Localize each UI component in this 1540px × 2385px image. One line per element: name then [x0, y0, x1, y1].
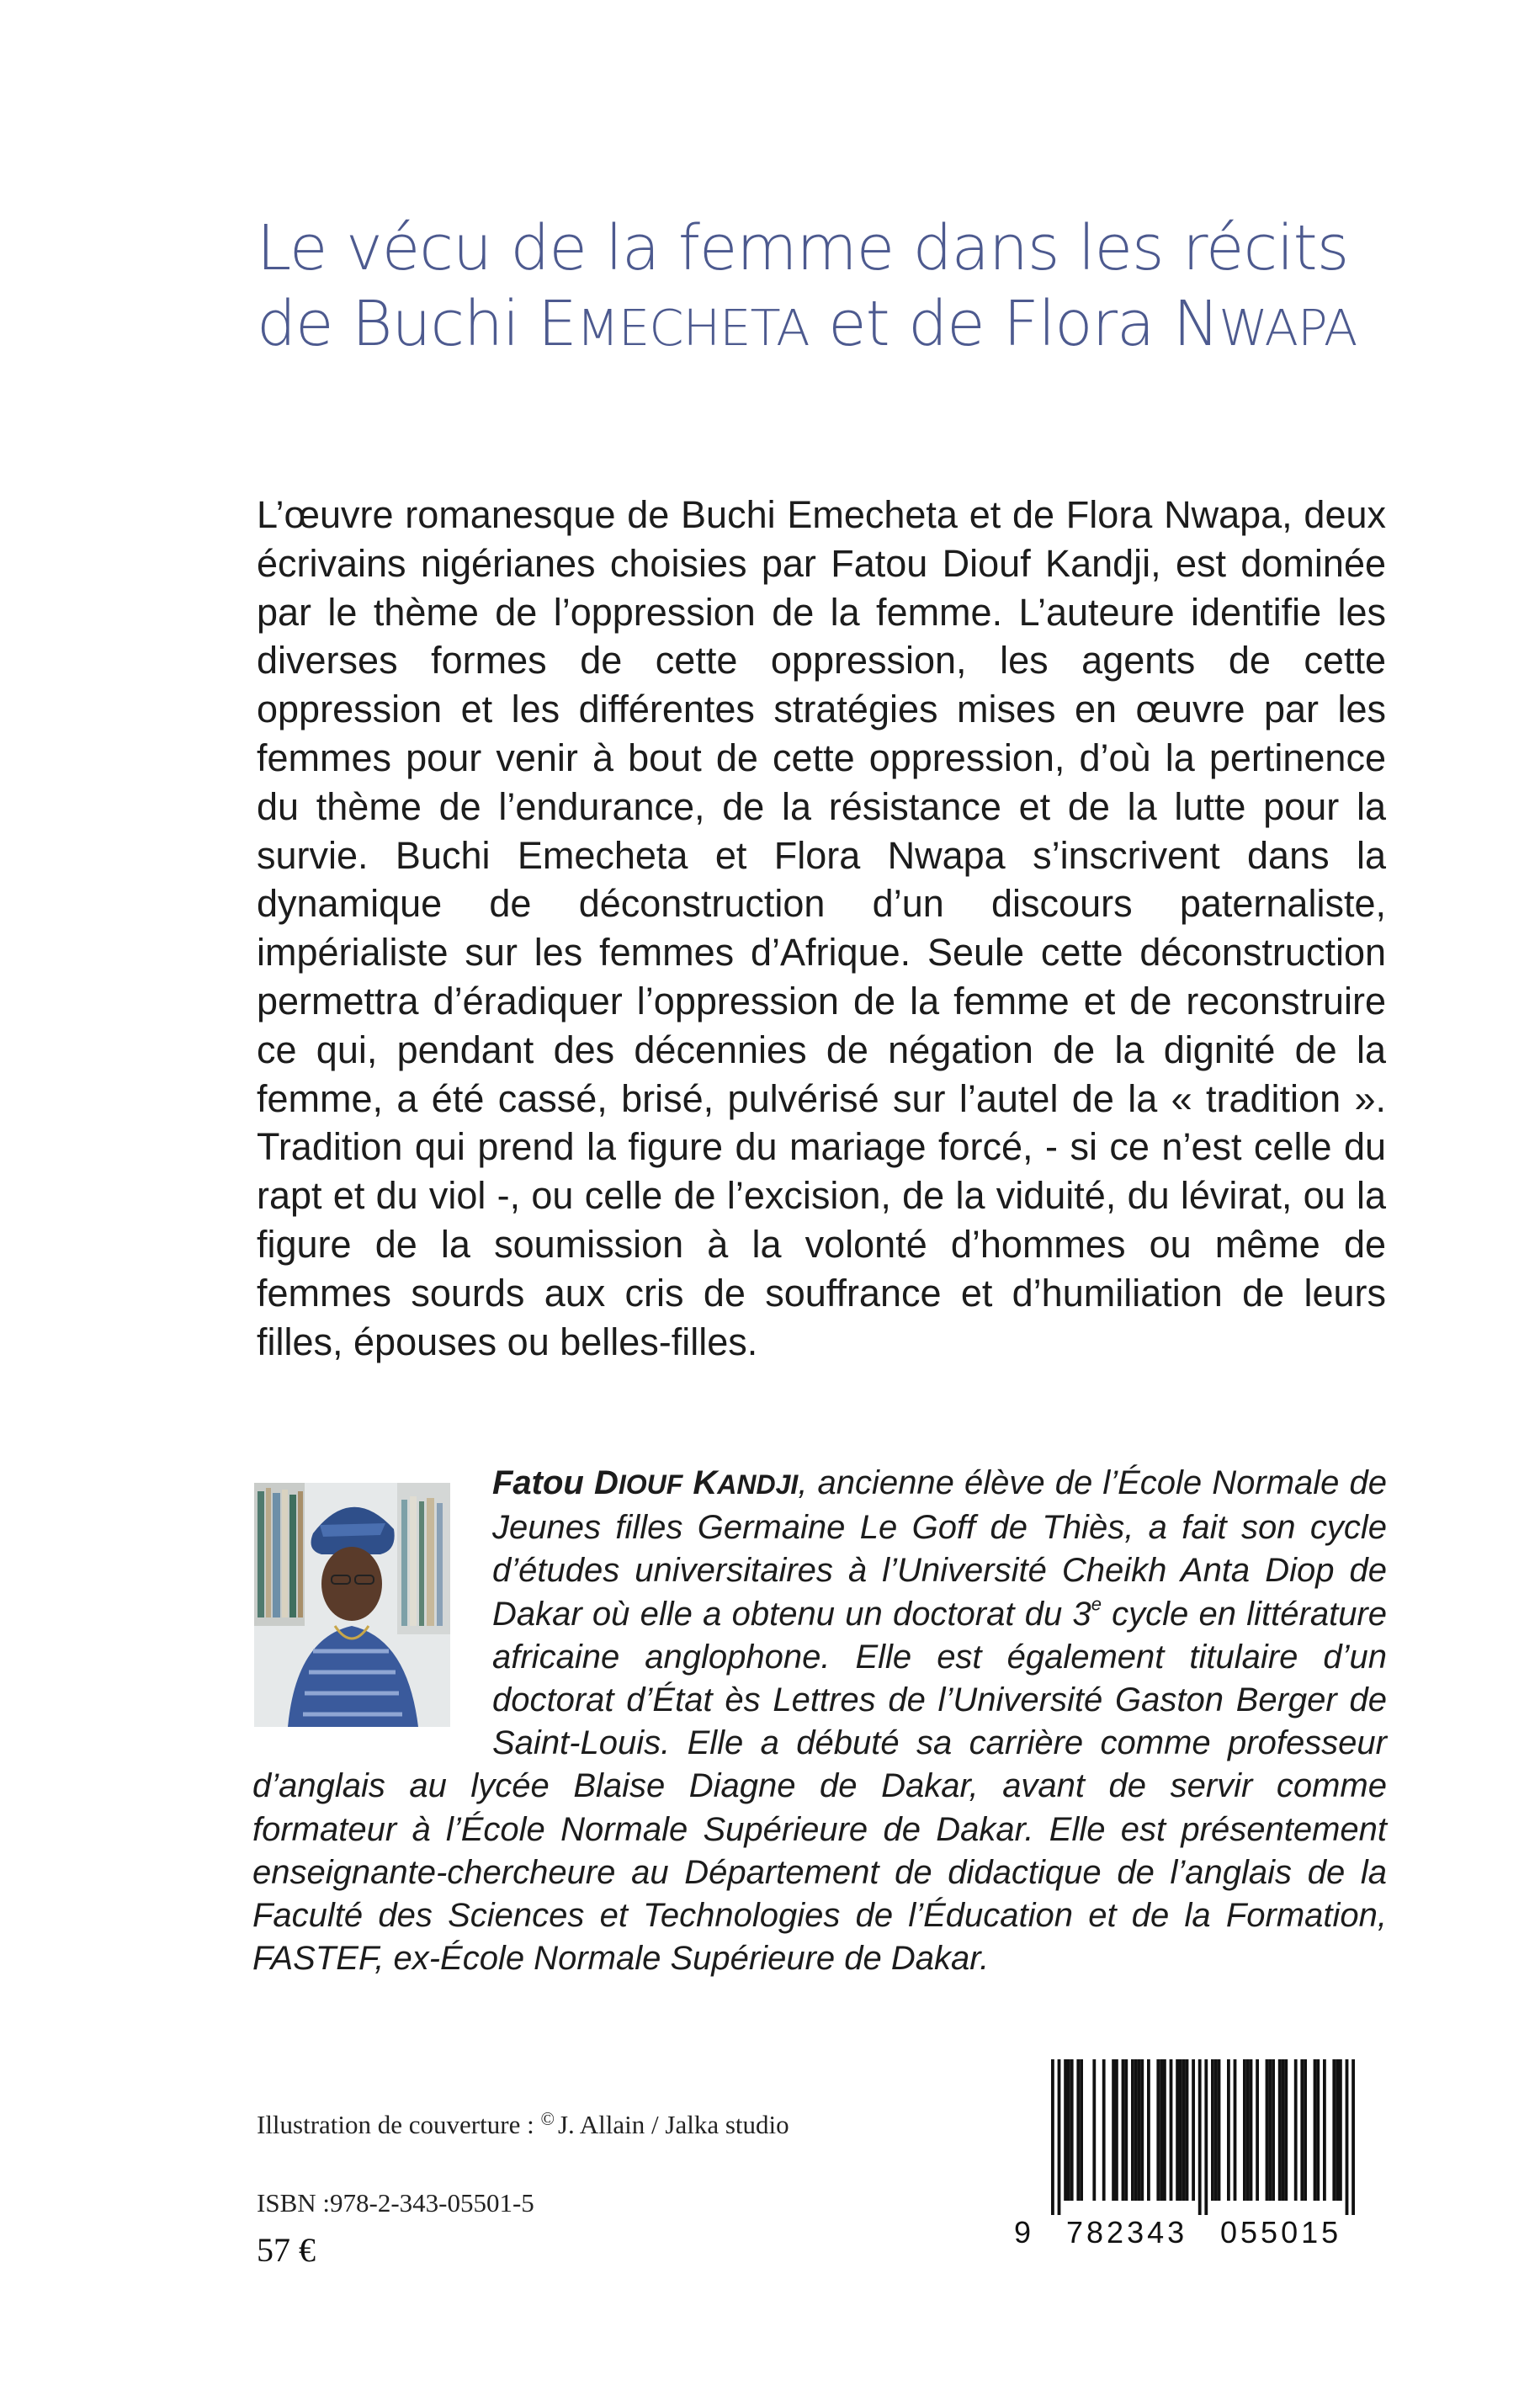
bio-text-2: cycle en littérature africaine anglophone. Elle est également titulaire d’un doctorat d’État ès Lettres de l’Université Gaston Berger de Saint-Louis. Elle a débuté sa carrière comme professeur d’anglais au lycée Blaise Diagne de Dakar, avant de servir comme formateur à l’École Normale Supérieure de Dakar. Elle est présentement enseignante-chercheure au Département de didactique de l’anglais de la Faculté des Sciences et Technologies de l’Éducation et de la Formation, FASTEF, ex-École Normale Supérieure de Dakar.: [252, 1595, 1388, 1978]
barcode-bar: [1211, 2059, 1214, 2201]
barcode-bar: [1080, 2059, 1083, 2201]
barcode-bar: [1192, 2059, 1195, 2201]
barcode-bar: [1064, 2059, 1067, 2201]
barcode-bar: [1067, 2059, 1070, 2201]
barcode-bar: [1282, 2059, 1285, 2201]
title-line-2: de Buchi EMECHETA et de Flora NWAPA: [257, 288, 1357, 360]
barcode-bar: [1278, 2059, 1282, 2201]
barcode-group-1: 782343: [1066, 2215, 1188, 2250]
barcode-bar: [1243, 2059, 1246, 2201]
barcode-bar: [1156, 2059, 1160, 2201]
barcode-bar: [1332, 2059, 1336, 2201]
barcode-bar: [1092, 2059, 1096, 2201]
author-biography: [252, 1462, 1387, 1980]
barcode-bar: [1234, 2059, 1237, 2201]
barcode-bar: [1140, 2059, 1144, 2201]
barcode-bar: [1351, 2059, 1355, 2215]
barcode-bar: [1058, 2059, 1061, 2215]
barcode-bar: [1204, 2059, 1208, 2215]
cover-illustration-credit: Illustration de couverture : © J. Allain / Jalka studio: [257, 2109, 789, 2139]
barcode-bar: [1214, 2059, 1218, 2201]
barcode-bar: [1323, 2059, 1326, 2201]
barcode-bar: [1176, 2059, 1179, 2201]
barcode-bar: [1266, 2059, 1269, 2201]
barcode-bar: [1227, 2059, 1230, 2201]
barcode-bar: [1218, 2059, 1221, 2201]
bio-text-1: , ancienne élève de l’École Normale de Jeunes filles Germaine Le Goff de Thiès, a fait son cycle d’études universitaires à l’Université Cheikh Anta Diop de Dakar où elle a obtenu un doctorat du 3: [492, 1464, 1387, 1633]
barcode-bar: [1300, 2059, 1304, 2201]
barcode-bar: [1179, 2059, 1182, 2201]
book-summary: L’œuvre romanesque de Buchi Emecheta et de Flora Nwapa, deux écrivains nigérianes choisies par Fatou Diouf Kandji, est dominée par le thème de l’oppression de la femme. L’auteure identifie les diverses formes de cette oppression, les agents de cette oppression et les différentes stratégies mises en œuvre par les femmes pour venir à bout de cette oppression, d’où la pertinence du thème de l’endurance, de la résistance et de la lutte pour la survie. Buchi Emecheta et Flora Nwapa s’inscrivent dans la dynamique de déconstruction d’un discours paternaliste, impérialiste sur les femmes d’Afrique. Seule cette déconstruction permettra d’éradiquer l’oppression de la femme et de reconstruire ce qui, pendant des décennies de négation de la dignité de la femme, a été cassé, brisé, pulvérisé sur l’autel de la « tradition ». Tradition qui prend la figure du mariage forcé, - si ce n’est celle du rapt et du viol -, ou celle de l’excision, de la viduité, du lévirat, ou la figure de la soumission à la volonté d’hommes ou même de femmes sourds aux cris de souffrance et d’humiliation de leurs filles, épouses ou belles-filles.: [257, 493, 1386, 1363]
barcode-bar: [1250, 2059, 1253, 2201]
barcode-bar: [1170, 2059, 1173, 2201]
barcode-bar: [1272, 2059, 1275, 2201]
title-line-1: Le vécu de la femme dans les récits: [257, 212, 1349, 284]
barcode-bar: [1256, 2059, 1259, 2201]
barcode-bar: [1124, 2059, 1128, 2201]
barcode-group-2: 055015: [1220, 2215, 1342, 2250]
barcode-bar: [1070, 2059, 1074, 2201]
barcode-lead-digit: 9: [1014, 2215, 1033, 2250]
barcode-bar: [1051, 2059, 1054, 2215]
barcode-bar: [1339, 2059, 1342, 2201]
barcode-bar: [1138, 2059, 1141, 2201]
barcode-bar: [1182, 2059, 1186, 2201]
price: 57 €: [257, 2231, 316, 2269]
photo-spacer: [252, 1462, 492, 1758]
barcode-bar: [1102, 2059, 1106, 2201]
barcode-bar: [1134, 2059, 1138, 2201]
barcode-bar: [1076, 2059, 1080, 2201]
barcode-bar: [1316, 2059, 1320, 2201]
book-title: [257, 210, 1485, 366]
barcode-bar: [1115, 2059, 1118, 2201]
barcode-bar: [1336, 2059, 1339, 2201]
barcode-bar: [1122, 2059, 1125, 2201]
barcode-bar: [1147, 2059, 1150, 2201]
barcode-bar: [1268, 2059, 1272, 2201]
barcode-bars: [1051, 2059, 1371, 2215]
barcode-bar: [1284, 2059, 1288, 2201]
barcode-bar: [1304, 2059, 1307, 2201]
barcode-bar: [1160, 2059, 1163, 2201]
barcode-bar: [1163, 2059, 1166, 2201]
barcode-bar: [1186, 2059, 1189, 2201]
barcode-bar: [1246, 2059, 1250, 2201]
barcode-bar: [1112, 2059, 1115, 2201]
author-name: Fatou DIOUF KANDJI: [492, 1464, 799, 1501]
bio-superscript: e: [1091, 1593, 1102, 1615]
copyright-symbol: ©: [540, 2109, 555, 2129]
barcode-bar: [1131, 2059, 1134, 2201]
isbn: ISBN :978-2-343-05501-5: [257, 2188, 534, 2218]
barcode-bar: [1198, 2059, 1202, 2215]
barcode-bar: [1314, 2059, 1317, 2201]
barcode-bar: [1346, 2059, 1349, 2215]
barcode-bar: [1294, 2059, 1298, 2201]
